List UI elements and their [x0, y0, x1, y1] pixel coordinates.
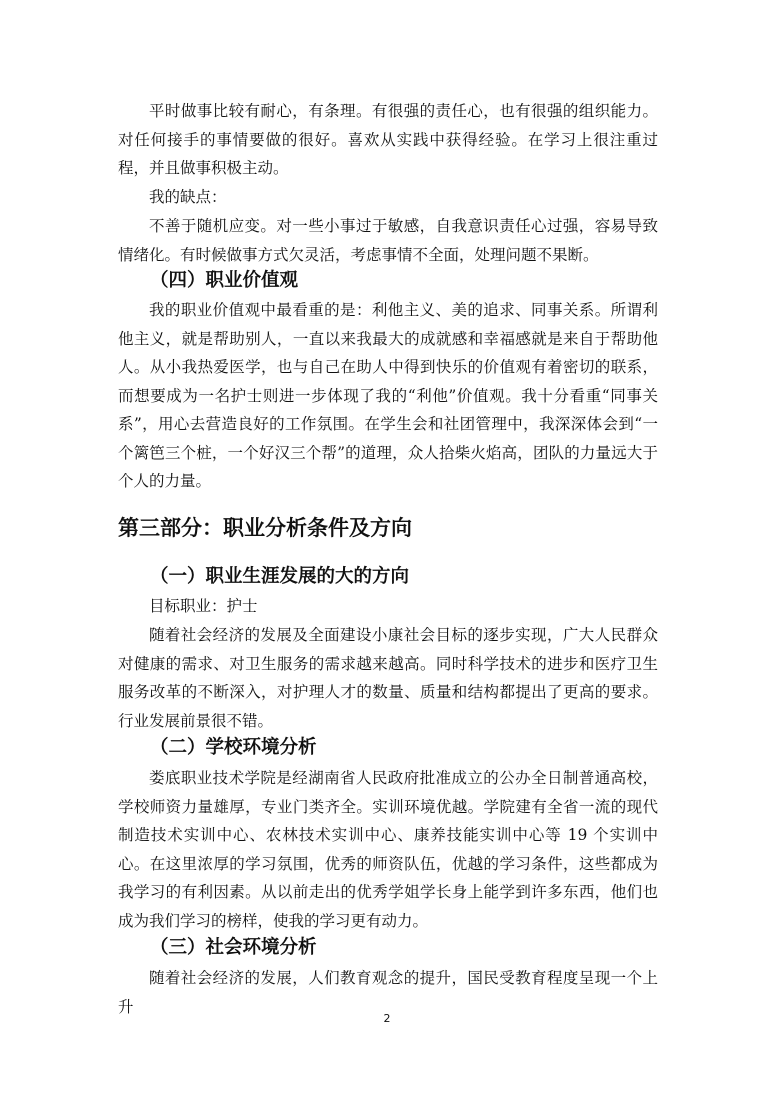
heading-part-three: 第三部分：职业分析条件及方向: [118, 516, 412, 540]
heading-career-direction: （一）职业生涯发展的大的方向: [150, 566, 410, 587]
paragraph-weaknesses: 不善于随机应变。对一些小事过于敏感，自我意识责任心过强，容易导致情绪化。有时候做事方式欠灵活，考虑事情不全面，处理问题不果断。: [118, 217, 658, 264]
paragraph-target-career: 目标职业：护士: [149, 597, 258, 615]
paragraph-school-environment: 娄底职业技术学院是经湖南省人民政府批准成立的公办全日制普通高校，学校师资力量雄厚，专业门类齐全。实训环境优越。学院建有全省一流的现代制造技术实训中心、农林技术实训中心、康养技能实训中心等 19 个实训中心。在这里浓厚的学习氛围，优秀的师资队伍，优越的学习条件，这些都成为我学习的有利因素。从以前走出的优秀学姐学长身上能学到许多东西，他们也成为我们学习的榜样，使我的学习更有动力。: [118, 769, 658, 930]
heading-social-environment: （三）社会环境分析: [150, 937, 317, 958]
paragraph-weakness-label: 我的缺点：: [149, 188, 227, 206]
paragraph-strengths: 平时做事比较有耐心，有条理。有很强的责任心，也有很强的组织能力。对任何接手的事情要做的很好。喜欢从实践中获得经验。在学习上很注重过程，并且做事积极主动。: [118, 102, 658, 177]
paragraph-industry-outlook: 随着社会经济的发展及全面建设小康社会目标的逐步实现，广大人民群众对健康的需求、对卫生服务的需求越来越高。同时科学技术的进步和医疗卫生服务改革的不断深入，对护理人才的数量、质量和结构都提出了更高的要求。行业发展前景很不错。: [118, 626, 658, 730]
heading-career-values: （四）职业价值观: [150, 270, 299, 291]
page-number: 2: [383, 1012, 391, 1025]
heading-school-environment: （二）学校环境分析: [150, 737, 317, 758]
paragraph-career-values: 我的职业价值观中最看重的是：利他主义、美的追求、同事关系。所谓利他主义，就是帮助别人，一直以来我最大的成就感和幸福感就是来自于帮助他人。从小我热爱医学，也与自己在助人中得到快乐的价值观有着密切的联系，而想要成为一名护士则进一步体现了我的“利他”价值观。我十分看重“同事关系”，用心去营造良好的工作氛围。在学生会和社团管理中，我深深体会到“一个篱笆三个桩，一个好汉三个帮”的道理，众人拾柴火焰高，团队的力量远大于个人的力量。: [118, 301, 658, 490]
paragraph-social-environment: 随着社会经济的发展，人们教育观念的提升，国民受教育程度呈现一个上升: [118, 969, 658, 1016]
